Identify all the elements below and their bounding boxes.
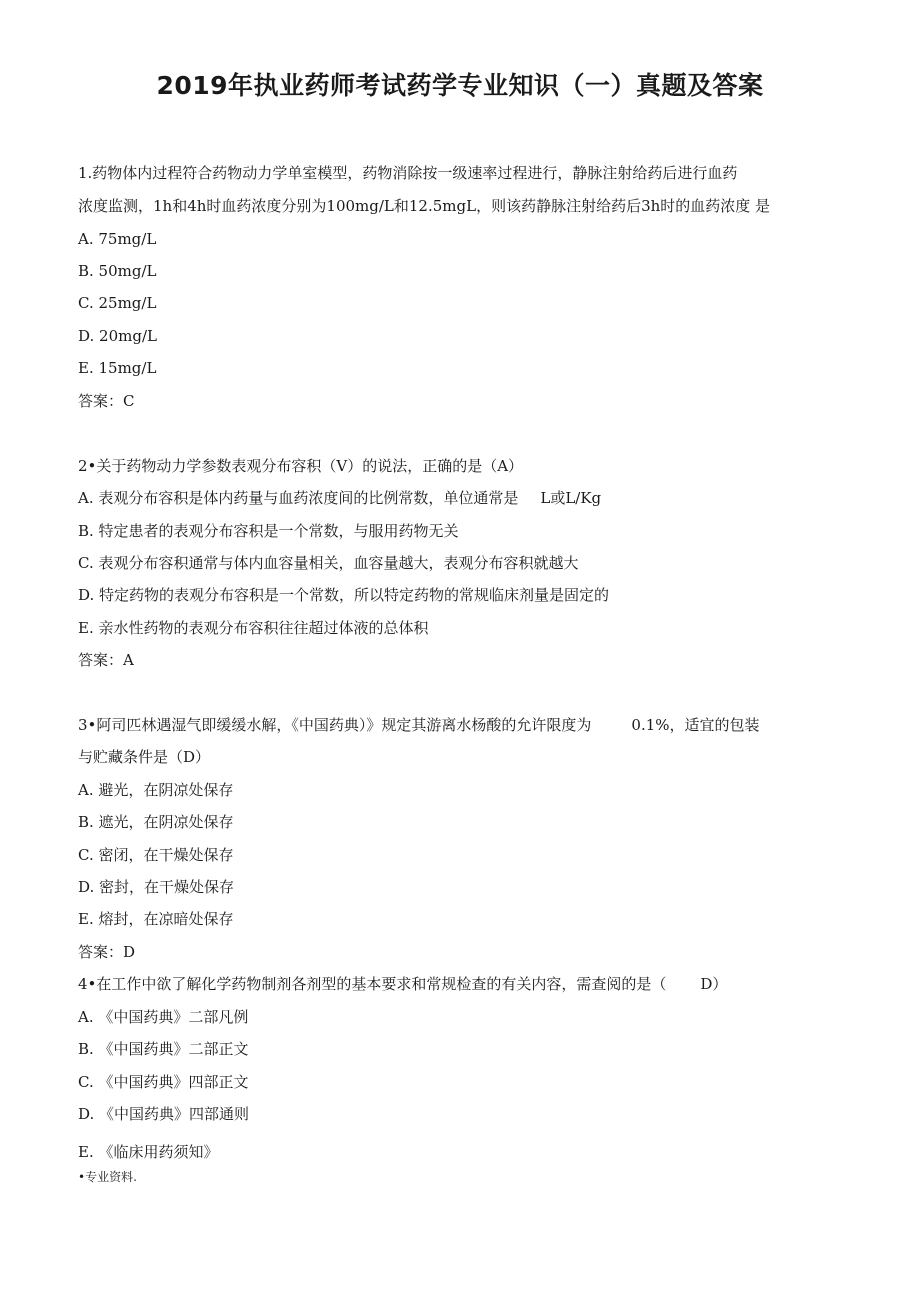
q3-stem-line2: 与贮藏条件是（D） [78,748,211,766]
q4-option-d: D. 《中国药典》四部通则 [78,1105,250,1123]
q3-option-e: E. 熔封，在凉暗处保存 [78,910,234,928]
q2-option-a-text: A. 表观分布容积是体内药量与血药浓度间的比例常数，单位通常是 [78,489,519,507]
q2-answer: 答案：A [78,651,134,669]
q2-option-d: D. 特定药物的表观分布容积是一个常数，所以特定药物的常规临床剂量是固定的 [78,586,610,604]
q1-option-e: E. 15mg/L [78,359,157,377]
q4-option-a: A. 《中国药典》二部凡例 [78,1008,249,1026]
q4-stem-text: 4•在工作中欲了解化学药物制剂各剂型的基本要求和常规检查的有关内容，需查阅的是（ [78,975,667,993]
q1-answer: 答案：C [78,392,135,410]
q1-option-b: B. 50mg/L [78,262,157,280]
q2-option-c: C. 表观分布容积通常与体内血容量相关，血容量越大，表观分布容积就越大 [78,554,579,572]
q2-stem: 2•关于药物动力学参数表观分布容积（V）的说法，正确的是（A） [78,457,524,475]
q3-answer: 答案：D [78,943,136,961]
q4-option-c: C. 《中国药典》四部正文 [78,1073,249,1091]
q3-stem-text: 3•阿司匹林遇湿气即缓缓水解，《中国药典）》规定其游离水杨酸的允许限度为 [78,716,592,734]
q3-stem-limit: 0.1%，适宜的包装 [631,716,760,734]
q4-stem-answer: D） [700,975,728,993]
q4-option-b: B. 《中国药典》二部正文 [78,1040,249,1058]
q4-stem [78,973,727,995]
q3-option-b: B. 遮光，在阴凉处保存 [78,813,234,831]
q2-option-b: B. 特定患者的表观分布容积是一个常数，与服用药物无关 [78,522,459,540]
q4-option-e: E. 《临床用药须知》 [78,1143,219,1161]
page-title: 2019年执业药师考试药学专业知识（一）真题及答案 [156,71,764,100]
q1-option-a: A. 75mg/L [78,230,157,248]
q1-option-d: D. 20mg/L [78,327,157,345]
q3-option-c: C. 密闭，在干燥处保存 [78,846,234,864]
q3-option-a: A. 避光，在阴凉处保存 [78,781,234,799]
q1-stem-line2: 浓度监测，1h和4h时血药浓度分别为100mg/L和12.5mgL，则该药静脉注射给药后3h时的血药浓度 是 [78,197,771,215]
q3-stem-line1 [78,714,760,736]
q2-option-a [78,487,601,509]
page-footer: •专业资料. [78,1170,137,1184]
q2-option-e: E. 亲水性药物的表观分布容积往往超过体液的总体积 [78,619,429,637]
q3-option-d: D. 密封，在干燥处保存 [78,878,235,896]
q1-option-c: C. 25mg/L [78,294,157,312]
q2-option-a-unit: L或L/Kg [540,489,602,507]
q1-stem-line1: 1.药物体内过程符合药物动力学单室模型，药物消除按一级速率过程进行，静脉注射给药后进行血药 [78,164,738,182]
